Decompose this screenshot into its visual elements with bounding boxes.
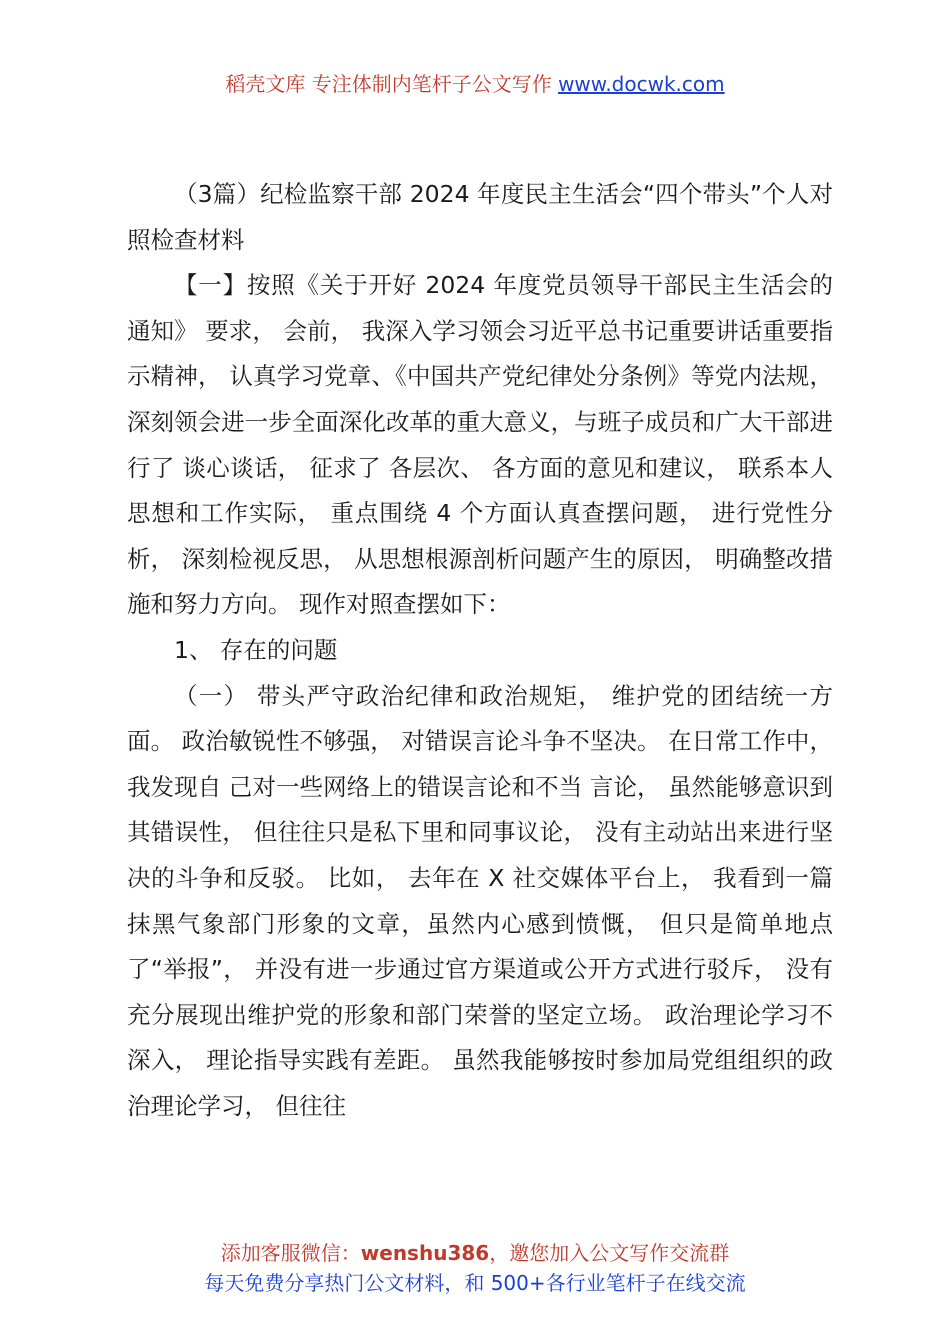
paragraph-intro: 【一】按照《关于开好 2024 年度党员领导干部民主生活会的通知》 要求， 会前， 我深入学习领会习近平总书记重要讲话重要指示精神， 认真学习党章、《中国共产党纪律处分条例》等党内法规， 深刻领会进一步全面深化改革的重大意义，与班子成员和广大干部进行了 谈心谈话， 征求了 各层次、 各方面的意见和建议， 联系本人思想和工作实际， 重点围绕 4 个方面认真查摆问题， 进行党性分析， 深刻检视反思， 从思想根源剖析问题产生的原因， 明确整改措施和努力方向。 现作对照查摆如下：: [127, 271, 833, 619]
header-banner: [0, 70, 950, 98]
footer-line-promo: 每天免费分享热门公文材料，和 500+各行业笔杆子在线交流: [204, 1271, 746, 1295]
footer-contact-prefix: 添加客服微信：: [220, 1241, 361, 1265]
footer-promo: [0, 1238, 950, 1298]
section-heading: 1、 存在的问题: [174, 635, 338, 664]
wechat-id: wenshu386: [360, 1241, 490, 1265]
footer-contact-suffix: ，邀您加入公文写作交流群: [489, 1241, 730, 1265]
site-link[interactable]: www.docwk.com: [558, 72, 725, 96]
brand-text: 稻壳文库 专注体制内笔杆子公文写作: [225, 72, 559, 96]
document-title: （3篇）纪检监察干部 2024 年度民主生活会“四个带头”个人对照检查材料: [127, 180, 833, 254]
document-body: [127, 172, 833, 1129]
footer-line-contact: [0, 1238, 950, 1268]
paragraph-issue-one: （一） 带头严守政治纪律和政治规矩， 维护党的团结统一方面。 政治敏锐性不够强， 对错误言论斗争不坚决。 在日常工作中， 我发现自 己对一些网络上的错误言论和不当 言论， 虽然能够意识到其错误性， 但往往只是私下里和同事议论， 没有主动站出来进行坚决的斗争和反驳。 比如， 去年在 X 社交媒体平台上， 我看到一篇抹黑气象部门形象的文章，虽然内心感到愤慨， 但只是简单地点了“举报”， 并没有进一步通过官方渠道或公开方式进行驳斥， 没有充分展现出维护党的形象和部门荣誉的坚定立场。 政治理论学习不深入， 理论指导实践有差距。 虽然我能够按时参加局党组组织的政治理论学习， 但往往: [127, 681, 833, 1120]
